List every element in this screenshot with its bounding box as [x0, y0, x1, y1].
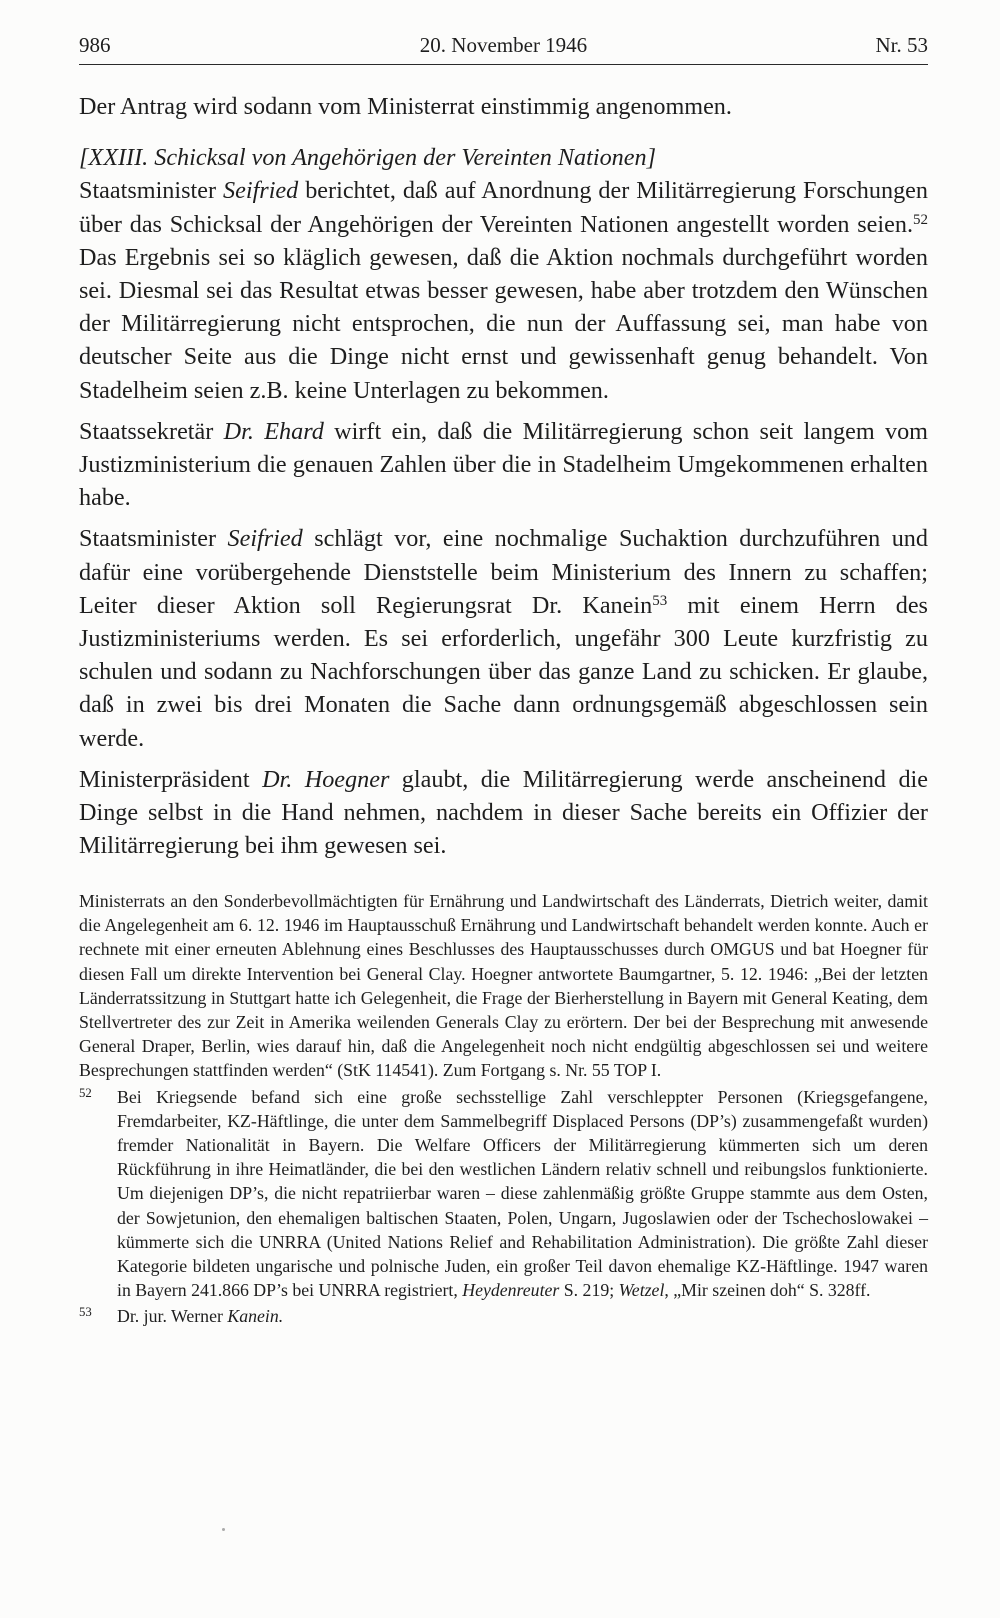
- issue-number: Nr. 53: [875, 33, 928, 57]
- speaker-name: Dr. Ehard: [223, 417, 324, 445]
- footnote-continued: Ministerrats an den Sonderbevollmächtigten für Ernährung und Landwirtschaft des Länderrats, Dietrich weiter, damit die Angelegenheit am 6. 12. 1946 im Hauptausschuß Ernährung und Landwirtschaft behandelt werden konnte. Auch er rechnete mit einer erneuten Ablehnung eines Beschlusses des Hauptausschusses durch OMGUS und bat Hoegner für diesen Fall um direkte Intervention bei General Clay. Hoegner antwortete Baumgartner, 5. 12. 1946: „Bei der letzten Länderratssitzung in Stuttgart hatte ich Gelegenheit, die Frage der Bierherstellung in Bayern mit General Keating, dem Stellvertreter des zur Zeit in Amerika weilenden Generals Clay zu erörtern. Der bei der Besprechung mit anwesende General Draper, Berlin, wies darauf hin, daß die Angelegenheit noch nicht endgültig abgeschlossen sei und weitere Besprechungen stattfinden werden“ (StK 114541). Zum Fortgang s. Nr. 55 TOP I.: [79, 891, 928, 1081]
- paragraph-resolution: Der Antrag wird sodann vom Ministerrat einstimmig angenommen.: [79, 93, 732, 120]
- speaker-name: Dr. Hoegner: [262, 765, 390, 793]
- paragraph-seifried-report: Staatsminister Seifried berichtet, daß auf Anordnung der Militärregierung Forschungen über das Schicksal der Angehörigen der Vereinten Nationen angestellt worden seien.$^{52}$ Das Ergebnis sei so kläglich gewesen, daß die Aktion nochmals durchgeführt worden sei. Diesmal sei das Resultat etwas besser gewesen, habe aber trotzdem den Wünschen der Militärregierung nicht entsprochen, die nun der Auffassung sei, man habe von deutscher Seite aus die Dinge nicht ernst und gewissenhaft genug behandelt. Von Stadelheim seien z.B. keine Unterlagen zu bekommen.: [79, 177, 928, 404]
- footnote-ref: 52: [913, 211, 928, 228]
- speaker-name: Seifried: [227, 525, 303, 553]
- agenda-heading: [XXIII. Schicksal von Angehörigen der Vereinten Nationen]: [79, 144, 657, 172]
- footnote-number: 53: [79, 1305, 92, 1320]
- paragraph-ehard: Staatssekretär Dr. Ehard wirft ein, daß die Militärregierung schon seit langem vom Justizministerium die genauen Zahlen über die in Stadelheim Umgekommenen erhalten habe.: [79, 417, 928, 512]
- paragraph-hoegner: Ministerpräsident Dr. Hoegner glaubt, die Militärregierung werde anscheinend die Dinge selbst in die Hand nehmen, nachdem in dieser Sache bereits ein Offizier der Militärregierung bei ihm gewesen sei.: [79, 765, 929, 860]
- footnote-52: 52 Bei Kriegsende befand sich eine große sechsstellige Zahl verschleppter Personen (Kriegsgefangene, Fremdarbeiter, KZ-Häftlinge, die unter dem Sammelbegriff Displaced Persons (DP’s) zusammengefaßt wurden) fremder Nationalität in Bayern. Die Welfare Officers der Militärregierung kümmerten sich um deren Rückführung in ihre Heimatländer, die bei den westlichen Ländern relativ schnell und reibungslos funktionierte. Um diejenigen DP’s, die nicht repatriierbar waren – diese zahlenmäßig größte Gruppe stammte aus dem Osten, der Sowjetunion, den ehemaligen baltischen Staaten, Polen, Ungarn, Jugoslawien oder der Tschechoslowakei – kümmerte sich die UNRRA (United Nations Relief and Rehabilitation Administration). Die größte Zahl dieser Kategorie bildeten ungarische und polnische Juden, ein großer Teil davon ehemalige KZ-Häftlinge. 1947 waren in Bayern 241.866 DP’s bei UNRRA registriert, Heydenreuter S. 219; Wetzel, „Mir szeinen doh“ S. 328ff.: [79, 1085, 928, 1301]
- paper-speck: [222, 1528, 225, 1531]
- main-text: [79, 90, 928, 870]
- header-rule: [79, 64, 928, 65]
- footnote-ref: 53: [652, 592, 668, 609]
- page-header: [79, 30, 928, 64]
- header-date: 20. November 1946: [419, 33, 588, 57]
- footnote-53: 53 Dr. jur. Werner Kanein.: [79, 1305, 284, 1327]
- footnotes: [79, 889, 928, 1331]
- footnote-number: 52: [79, 1085, 92, 1100]
- paragraph-seifried-proposal: Staatsminister Seifried schlägt vor, eine nochmalige Suchaktion durchzuführen und dafür eine vorübergehende Dienststelle beim Ministerium des Innern zu schaffen; Leiter dieser Aktion soll Regierungsrat Dr. Kanein$^{53}$ mit einem Herrn des Justizministeriums werden. Es sei erforderlich, ungefähr 300 Leute kurzfristig zu schulen und sodann zu Nachforschungen über das ganze Land zu schicken. Er glaube, daß in zwei bis drei Monaten die Sache dann ordnungsgemäß abgeschlossen sein werde.: [79, 525, 928, 752]
- page-number: 986: [79, 33, 111, 57]
- speaker-name: Seifried: [223, 177, 299, 205]
